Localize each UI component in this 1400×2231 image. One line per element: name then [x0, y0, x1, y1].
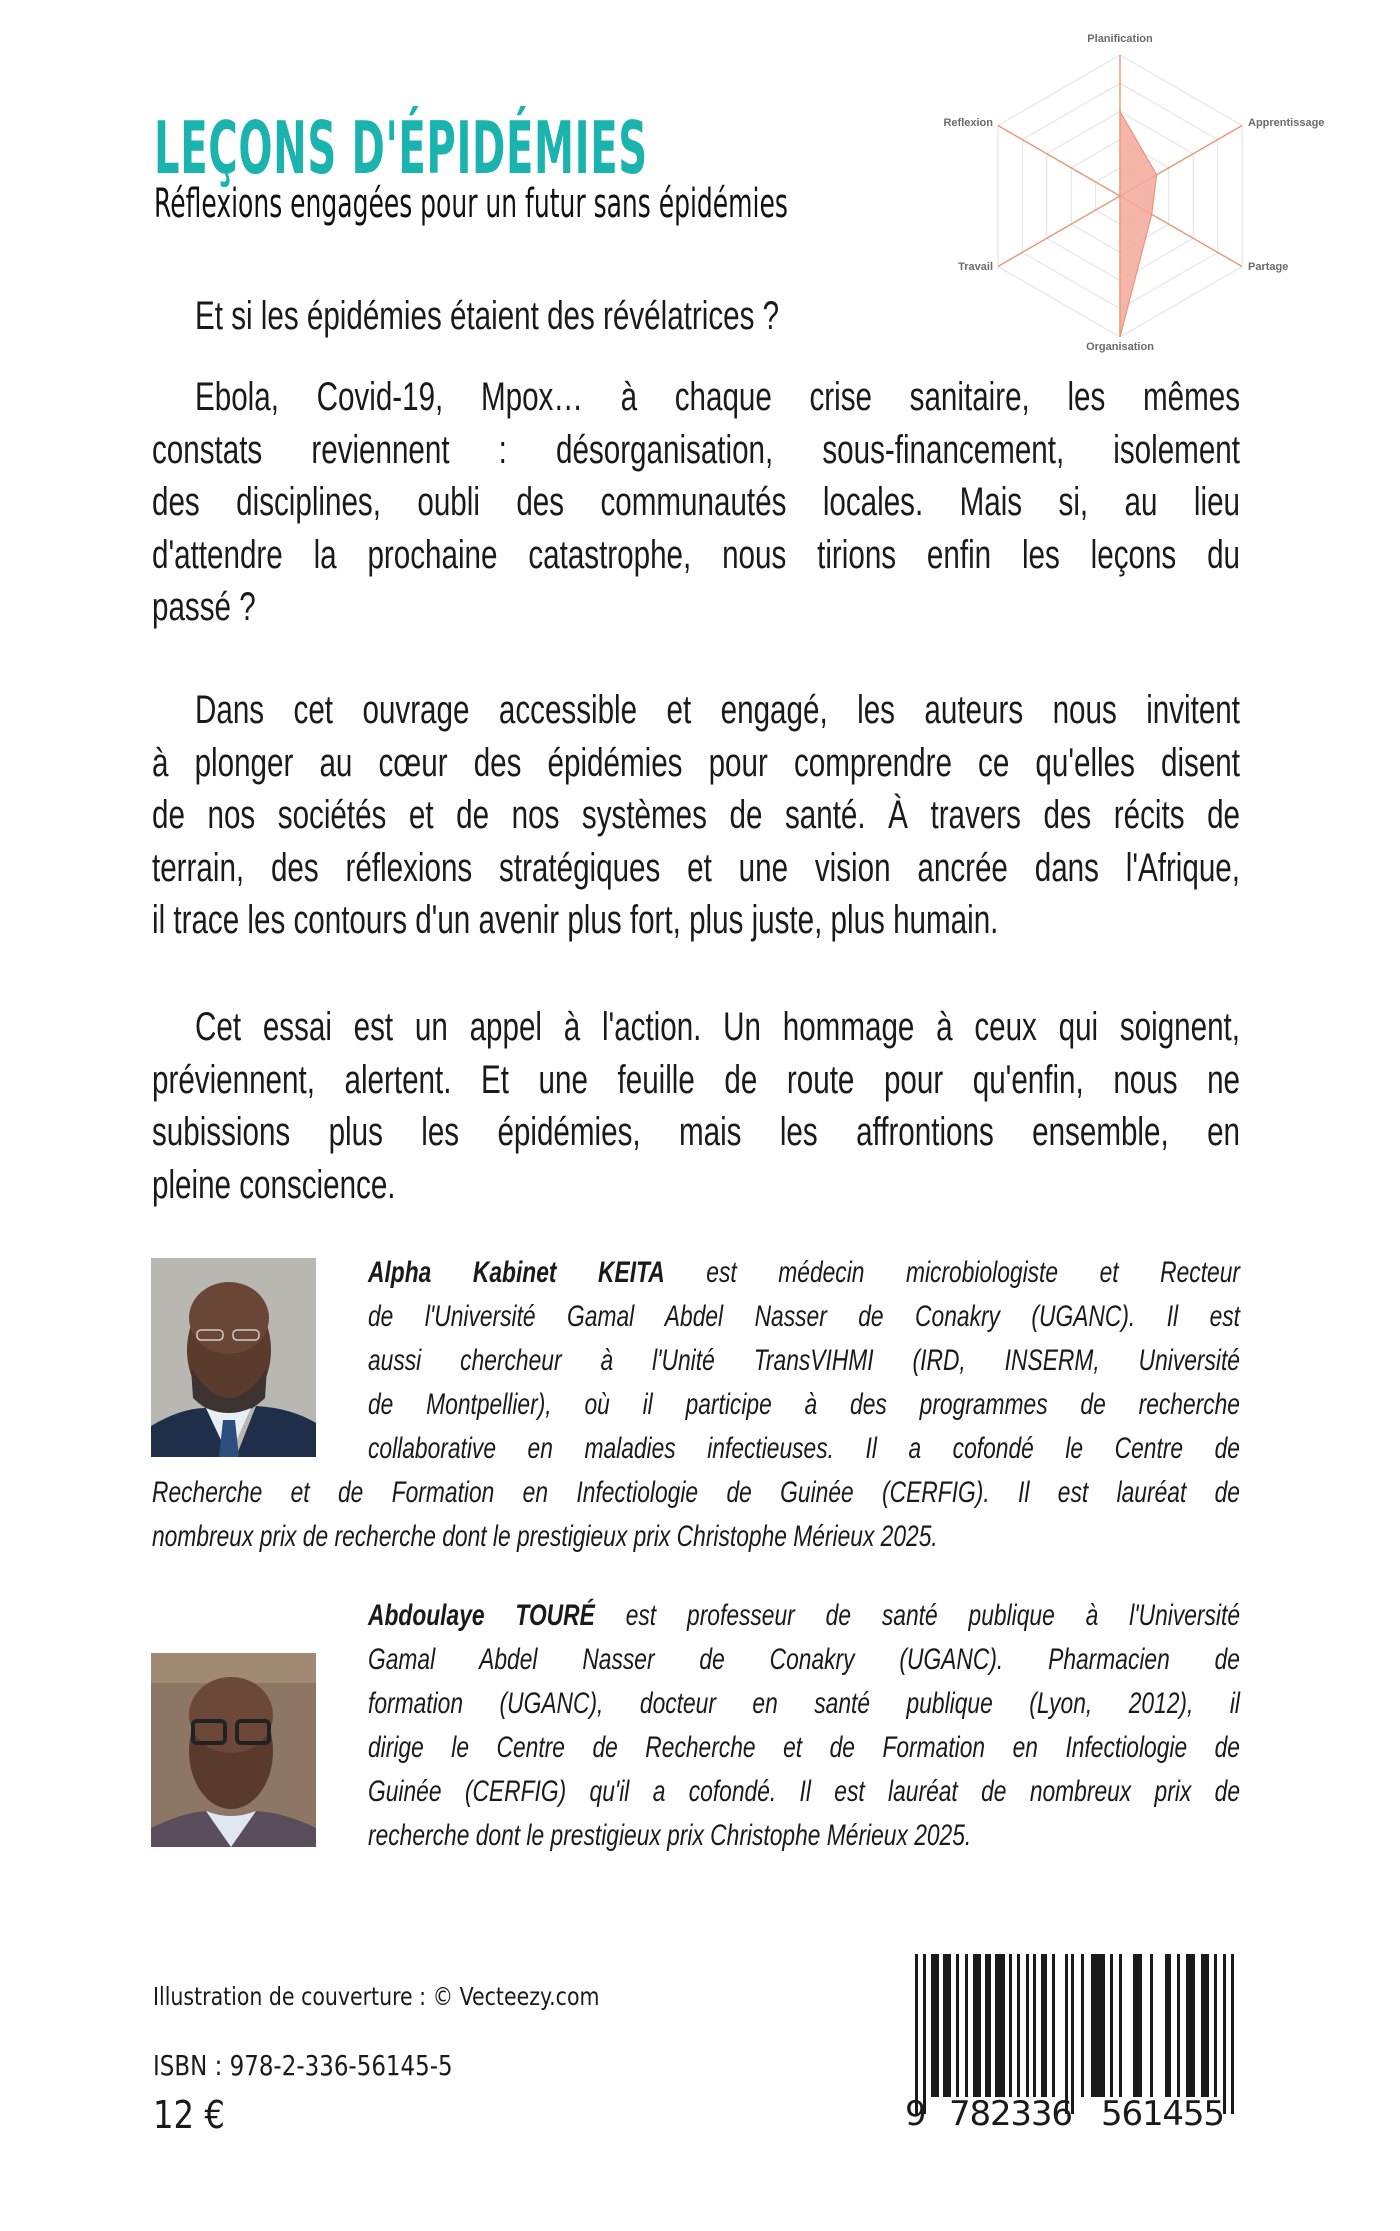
author-bio-text: Recherche et de Formation en Infectiologie de Guinée (CERFIG). Il est lauréat de	[152, 1476, 1240, 1509]
blurb-line-text: Et si les épidémies étaient des révélatrices ?	[195, 294, 780, 338]
author-bio-line	[368, 1770, 1400, 1814]
blurb-line-text: terrain, des réflexions stratégiques et une vision ancrée dans l'Afrique,	[152, 845, 1240, 890]
blurb-line	[152, 842, 1400, 894]
blurb-line-text: des disciplines, oubli des communautés locales. Mais si, au lieu	[152, 480, 1240, 524]
blurb-line-text: préviennent, alertent. Et une feuille de route pour qu'enfin, nous ne	[152, 1057, 1240, 1102]
blurb-line-text: à plonger au cœur des épidémies pour comprendre ce qu'elles disent	[152, 740, 1240, 785]
author-bio-text: recherche dont le prestigieux prix Christophe Mérieux 2025.	[368, 1819, 972, 1852]
author-bio-text: de Montpellier), où il participe à des programmes de recherche	[368, 1388, 1240, 1421]
author-bio-text: est professeur de santé publique à l'Université	[594, 1599, 1241, 1632]
blurb-line	[152, 737, 1400, 789]
blurb-line-text: de nos sociétés et de nos systèmes de santé. À travers des récits de	[152, 793, 1240, 837]
blurb-line	[195, 290, 1400, 342]
blurb-line	[152, 789, 1400, 841]
blurb-line-text: constats reviennent : désorganisation, sous-financement, isolement	[152, 427, 1240, 472]
author-bio-line	[368, 1295, 1400, 1339]
author-bio-line	[152, 1515, 1400, 1559]
blurb-line-text: il trace les contours d'un avenir plus fort, plus juste, plus humain.	[152, 898, 999, 942]
radar-axis-label: Reflexion	[943, 117, 993, 129]
blurb-line	[195, 1001, 1400, 1053]
blurb-line-text: pleine conscience.	[152, 1162, 396, 1207]
radar-axis-label: Apprentissage	[1248, 117, 1325, 129]
book-subtitle: Réflexions engagées pour un futur sans épidémies	[154, 181, 788, 227]
radar-axis-label: Partage	[1248, 261, 1289, 273]
blurb-line	[195, 684, 1400, 736]
author-bio-text: Guinée (CERFIG) qu'il a cofondé. Il est lauréat de nombreux prix de	[368, 1775, 1240, 1808]
blurb-line-text: d'attendre la prochaine catastrophe, nous tirions enfin les leçons du	[152, 532, 1240, 577]
radar-axis-label: Planification	[1087, 33, 1153, 45]
blurb-line	[152, 476, 1400, 528]
author-bio-text: est médecin microbiologiste et Recteur	[664, 1256, 1241, 1289]
barcode-first-digit: 9	[905, 2094, 927, 2130]
book-title: LEÇONS D'ÉPIDÉMIES	[154, 106, 648, 190]
blurb-line	[195, 371, 1400, 423]
author-bio-line	[368, 1339, 1400, 1383]
blurb-line	[152, 1106, 1400, 1158]
author-bio-line	[368, 1427, 1400, 1471]
isbn: ISBN : 978-2-336-56145-5	[153, 2049, 453, 2082]
blurb-line	[152, 529, 1400, 581]
author-bio-line	[152, 1471, 1400, 1515]
author-name: Abdoulaye TOURÉ	[368, 1599, 595, 1632]
blurb-line-text: subissions plus les épidémies, mais les affrontions ensemble, en	[152, 1110, 1240, 1154]
author-photo-keita	[151, 1258, 316, 1457]
blurb-line	[152, 424, 1400, 476]
author-bio-line	[368, 1726, 1400, 1770]
author-bio-line	[368, 1251, 1400, 1295]
author-bio-text: collaborative en maladies infectieuses. Il a cofondé le Centre de	[368, 1432, 1240, 1465]
blurb-line-text: Ebola, Covid-19, Mpox… à chaque crise sanitaire, les mêmes	[195, 375, 1240, 419]
author-bio-line	[368, 1682, 1400, 1726]
author-bio-line	[368, 1814, 1400, 1858]
barcode	[905, 1950, 1245, 2130]
cover-illustration-credit: Illustration de couverture : © Vecteezy.com	[153, 1982, 600, 2011]
blurb-line	[152, 581, 1400, 633]
price: 12 €	[153, 2093, 225, 2137]
author-bio-line	[368, 1383, 1400, 1427]
blurb-line-text: Dans cet ouvrage accessible et engagé, les auteurs nous invitent	[195, 688, 1240, 732]
author-bio-text: Gamal Abdel Nasser de Conakry (UGANC). Pharmacien de	[368, 1643, 1240, 1676]
author-bio-text: nombreux prix de recherche dont le prestigieux prix Christophe Mérieux 2025.	[152, 1520, 938, 1553]
author-bio-text: formation (UGANC), docteur en santé publique (Lyon, 2012), il	[368, 1687, 1240, 1720]
blurb-line-text: passé ?	[152, 585, 256, 629]
author-bio-line	[368, 1638, 1400, 1682]
radar-axis-label: Organisation	[1086, 341, 1154, 353]
radar-axis-label: Travail	[958, 261, 993, 273]
blurb-line-text: Cet essai est un appel à l'action. Un hommage à ceux qui soignent,	[195, 1005, 1240, 1049]
author-bio-text: aussi chercheur à l'Unité TransVIHMI (IRD, INSERM, Université	[368, 1344, 1240, 1377]
author-bio-line	[368, 1594, 1400, 1638]
barcode-left-digits: 782336	[949, 2094, 1073, 2130]
author-bio-text: de l'Université Gamal Abdel Nasser de Conakry (UGANC). Il est	[368, 1300, 1240, 1333]
blurb-line	[152, 1054, 1400, 1106]
barcode-right-digits: 561455	[1101, 2094, 1225, 2130]
blurb-line	[152, 894, 1400, 946]
author-name: Alpha Kabinet KEITA	[368, 1256, 665, 1289]
author-photo-toure	[151, 1653, 316, 1847]
blurb-line	[152, 1159, 1400, 1211]
author-bio-text: dirige le Centre de Recherche et de Formation en Infectiologie de	[368, 1731, 1240, 1764]
